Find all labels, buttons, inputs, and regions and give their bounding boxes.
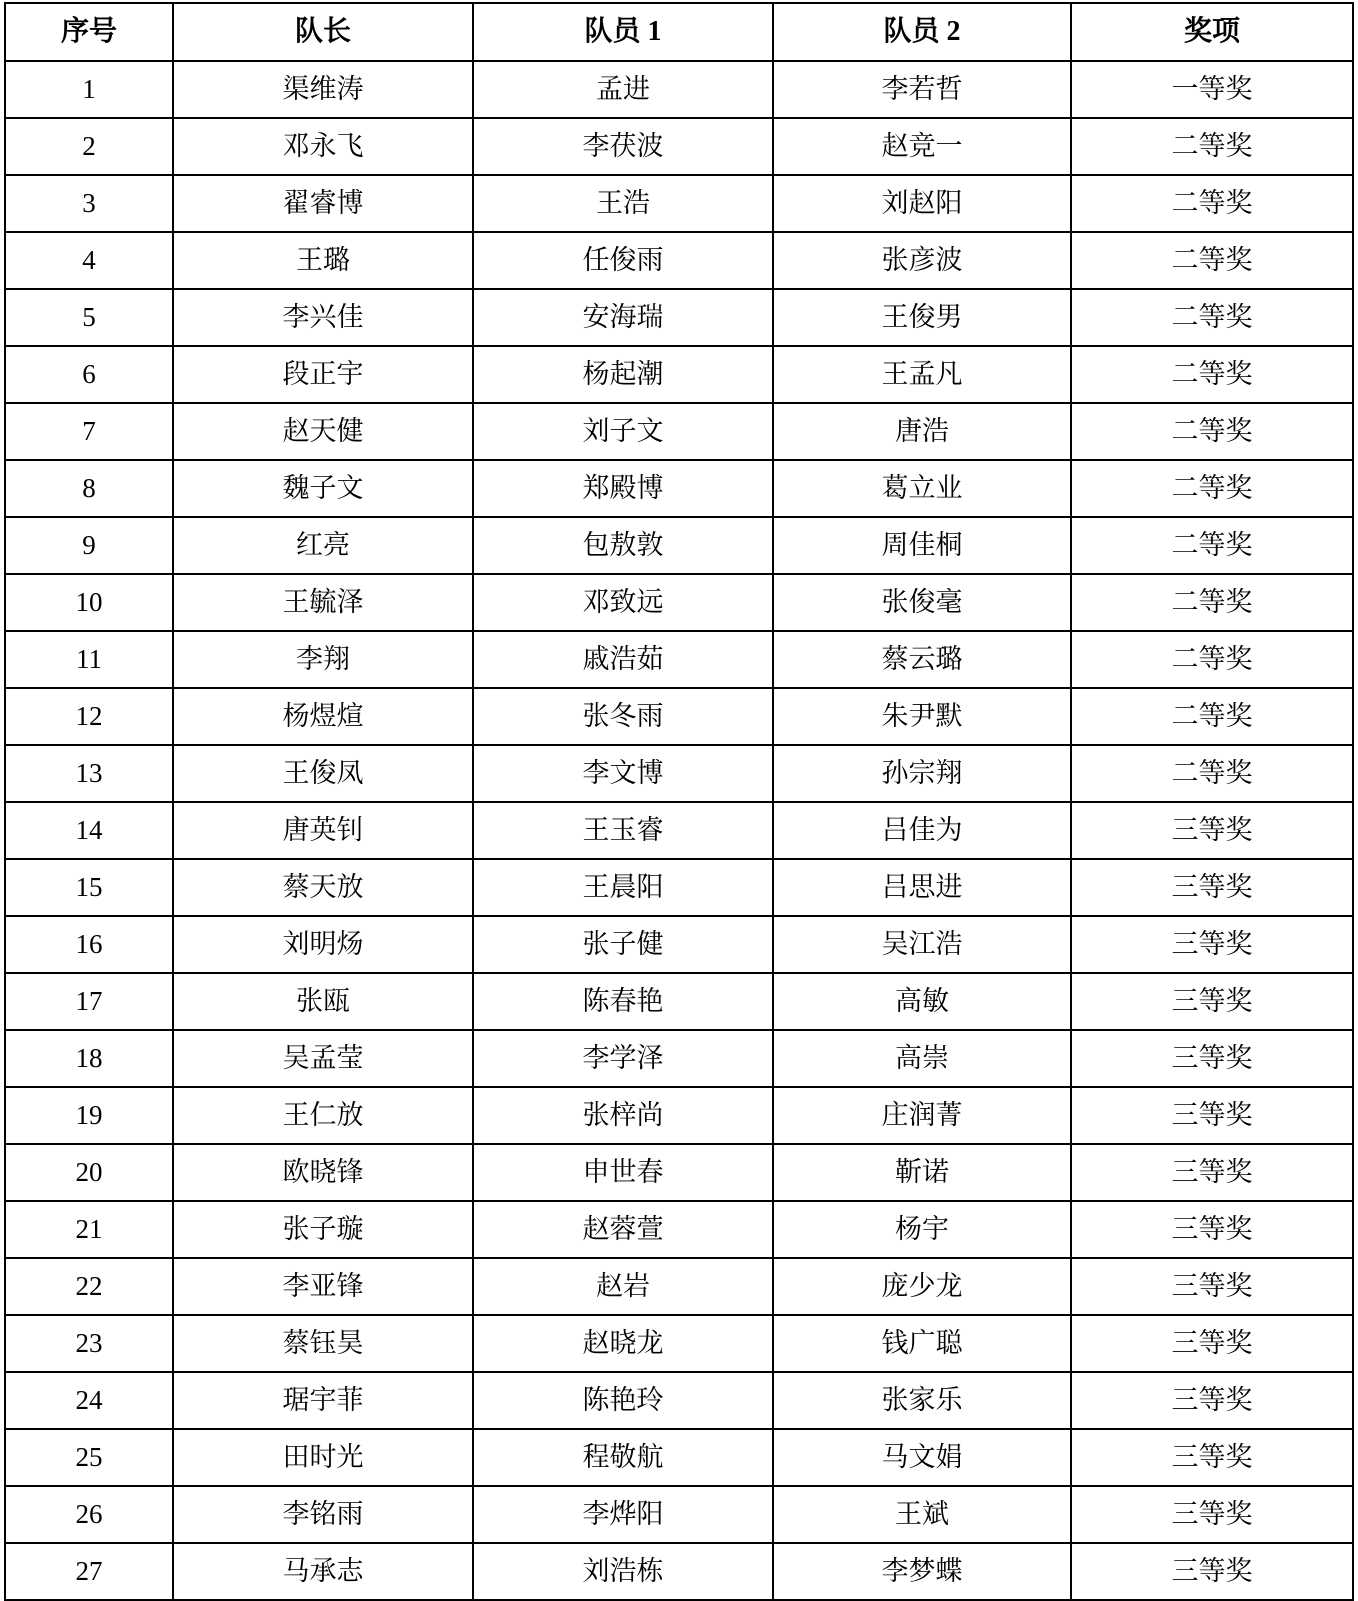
cell-member1: 陈艳玲 xyxy=(473,1372,773,1429)
cell-captain: 赵天健 xyxy=(173,403,473,460)
cell-award: 三等奖 xyxy=(1071,1543,1353,1600)
cell-index: 13 xyxy=(5,745,173,802)
table-row xyxy=(5,1543,1353,1600)
cell-member2: 王俊男 xyxy=(773,289,1071,346)
cell-member1: 邓致远 xyxy=(473,574,773,631)
cell-award: 三等奖 xyxy=(1071,1144,1353,1201)
column-header-member2: 队员 2 xyxy=(773,3,1071,61)
cell-award: 一等奖 xyxy=(1071,61,1353,118)
table-row xyxy=(5,61,1353,118)
cell-index: 24 xyxy=(5,1372,173,1429)
cell-award: 三等奖 xyxy=(1071,859,1353,916)
cell-index: 17 xyxy=(5,973,173,1030)
cell-member1: 赵晓龙 xyxy=(473,1315,773,1372)
cell-index: 7 xyxy=(5,403,173,460)
table-row xyxy=(5,802,1353,859)
cell-award: 三等奖 xyxy=(1071,1429,1353,1486)
cell-index: 1 xyxy=(5,61,173,118)
cell-index: 23 xyxy=(5,1315,173,1372)
award-list-page xyxy=(0,2,1358,1601)
cell-index: 16 xyxy=(5,916,173,973)
cell-captain: 吴孟莹 xyxy=(173,1030,473,1087)
cell-member2: 朱尹默 xyxy=(773,688,1071,745)
column-header-captain: 队长 xyxy=(173,3,473,61)
cell-award: 三等奖 xyxy=(1071,1201,1353,1258)
cell-member1: 张子健 xyxy=(473,916,773,973)
cell-member1: 李茯波 xyxy=(473,118,773,175)
table-row xyxy=(5,745,1353,802)
table-row xyxy=(5,574,1353,631)
cell-member2: 王斌 xyxy=(773,1486,1071,1543)
cell-member2: 周佳桐 xyxy=(773,517,1071,574)
cell-member1: 陈春艳 xyxy=(473,973,773,1030)
cell-captain: 李铭雨 xyxy=(173,1486,473,1543)
table-body xyxy=(5,61,1353,1600)
table-row xyxy=(5,1201,1353,1258)
cell-member2: 李若哲 xyxy=(773,61,1071,118)
cell-member2: 张家乐 xyxy=(773,1372,1071,1429)
cell-index: 4 xyxy=(5,232,173,289)
cell-member1: 孟进 xyxy=(473,61,773,118)
table-row xyxy=(5,403,1353,460)
table-row xyxy=(5,1429,1353,1486)
table-row xyxy=(5,1258,1353,1315)
cell-captain: 李兴佳 xyxy=(173,289,473,346)
award-table xyxy=(4,2,1354,1601)
table-row xyxy=(5,232,1353,289)
cell-member2: 吴江浩 xyxy=(773,916,1071,973)
cell-index: 22 xyxy=(5,1258,173,1315)
cell-member1: 杨起潮 xyxy=(473,346,773,403)
cell-member2: 葛立业 xyxy=(773,460,1071,517)
table-row xyxy=(5,916,1353,973)
table-row xyxy=(5,175,1353,232)
table-row xyxy=(5,973,1353,1030)
table-row xyxy=(5,631,1353,688)
cell-member2: 李梦蝶 xyxy=(773,1543,1071,1600)
cell-index: 5 xyxy=(5,289,173,346)
cell-member1: 包敖敦 xyxy=(473,517,773,574)
cell-captain: 王璐 xyxy=(173,232,473,289)
cell-captain: 马承志 xyxy=(173,1543,473,1600)
cell-member2: 高敏 xyxy=(773,973,1071,1030)
table-row xyxy=(5,1486,1353,1543)
cell-member2: 杨宇 xyxy=(773,1201,1071,1258)
cell-member2: 靳诺 xyxy=(773,1144,1071,1201)
cell-member1: 刘子文 xyxy=(473,403,773,460)
cell-captain: 魏子文 xyxy=(173,460,473,517)
cell-award: 二等奖 xyxy=(1071,232,1353,289)
cell-award: 二等奖 xyxy=(1071,460,1353,517)
cell-captain: 邓永飞 xyxy=(173,118,473,175)
cell-award: 二等奖 xyxy=(1071,403,1353,460)
cell-captain: 琚宇菲 xyxy=(173,1372,473,1429)
cell-member1: 赵岩 xyxy=(473,1258,773,1315)
cell-award: 二等奖 xyxy=(1071,289,1353,346)
cell-award: 三等奖 xyxy=(1071,1372,1353,1429)
table-row xyxy=(5,346,1353,403)
cell-member1: 王晨阳 xyxy=(473,859,773,916)
cell-captain: 王毓泽 xyxy=(173,574,473,631)
cell-captain: 杨煜煊 xyxy=(173,688,473,745)
cell-captain: 红亮 xyxy=(173,517,473,574)
cell-member1: 李烨阳 xyxy=(473,1486,773,1543)
cell-member2: 刘赵阳 xyxy=(773,175,1071,232)
column-header-index: 序号 xyxy=(5,3,173,61)
cell-member2: 唐浩 xyxy=(773,403,1071,460)
cell-index: 27 xyxy=(5,1543,173,1600)
cell-member1: 赵蓉萱 xyxy=(473,1201,773,1258)
cell-member1: 安海瑞 xyxy=(473,289,773,346)
cell-captain: 刘明炀 xyxy=(173,916,473,973)
cell-award: 二等奖 xyxy=(1071,745,1353,802)
cell-captain: 唐英钊 xyxy=(173,802,473,859)
table-header xyxy=(5,3,1353,61)
cell-index: 6 xyxy=(5,346,173,403)
cell-index: 15 xyxy=(5,859,173,916)
cell-captain: 李亚锋 xyxy=(173,1258,473,1315)
cell-award: 三等奖 xyxy=(1071,1087,1353,1144)
cell-index: 12 xyxy=(5,688,173,745)
cell-index: 9 xyxy=(5,517,173,574)
cell-award: 三等奖 xyxy=(1071,1315,1353,1372)
cell-award: 三等奖 xyxy=(1071,1258,1353,1315)
cell-index: 11 xyxy=(5,631,173,688)
cell-award: 三等奖 xyxy=(1071,1030,1353,1087)
cell-award: 二等奖 xyxy=(1071,118,1353,175)
cell-index: 19 xyxy=(5,1087,173,1144)
cell-captain: 蔡天放 xyxy=(173,859,473,916)
column-header-member1: 队员 1 xyxy=(473,3,773,61)
cell-index: 2 xyxy=(5,118,173,175)
table-row xyxy=(5,1144,1353,1201)
table-row xyxy=(5,859,1353,916)
cell-member1: 李文博 xyxy=(473,745,773,802)
cell-index: 21 xyxy=(5,1201,173,1258)
cell-member2: 马文娟 xyxy=(773,1429,1071,1486)
cell-captain: 张子璇 xyxy=(173,1201,473,1258)
cell-member2: 王孟凡 xyxy=(773,346,1071,403)
cell-member2: 钱广聪 xyxy=(773,1315,1071,1372)
cell-award: 二等奖 xyxy=(1071,631,1353,688)
cell-captain: 田时光 xyxy=(173,1429,473,1486)
cell-member2: 高崇 xyxy=(773,1030,1071,1087)
table-row xyxy=(5,688,1353,745)
column-header-award: 奖项 xyxy=(1071,3,1353,61)
cell-index: 3 xyxy=(5,175,173,232)
cell-index: 25 xyxy=(5,1429,173,1486)
cell-award: 三等奖 xyxy=(1071,802,1353,859)
table-row xyxy=(5,1372,1353,1429)
table-row xyxy=(5,1315,1353,1372)
cell-award: 三等奖 xyxy=(1071,973,1353,1030)
cell-member2: 庄润菁 xyxy=(773,1087,1071,1144)
cell-captain: 王仁放 xyxy=(173,1087,473,1144)
cell-award: 三等奖 xyxy=(1071,1486,1353,1543)
cell-member1: 刘浩栋 xyxy=(473,1543,773,1600)
cell-member2: 吕思进 xyxy=(773,859,1071,916)
table-row xyxy=(5,118,1353,175)
cell-member1: 戚浩茹 xyxy=(473,631,773,688)
cell-index: 10 xyxy=(5,574,173,631)
cell-index: 18 xyxy=(5,1030,173,1087)
cell-member1: 王浩 xyxy=(473,175,773,232)
table-row xyxy=(5,1087,1353,1144)
table-row xyxy=(5,1030,1353,1087)
cell-member2: 孙宗翔 xyxy=(773,745,1071,802)
table-row xyxy=(5,289,1353,346)
cell-member1: 王玉睿 xyxy=(473,802,773,859)
cell-member1: 郑殿博 xyxy=(473,460,773,517)
cell-captain: 蔡钰昊 xyxy=(173,1315,473,1372)
cell-index: 26 xyxy=(5,1486,173,1543)
cell-member2: 张俊毫 xyxy=(773,574,1071,631)
cell-index: 20 xyxy=(5,1144,173,1201)
cell-index: 8 xyxy=(5,460,173,517)
cell-member2: 庞少龙 xyxy=(773,1258,1071,1315)
cell-member1: 任俊雨 xyxy=(473,232,773,289)
cell-index: 14 xyxy=(5,802,173,859)
cell-award: 二等奖 xyxy=(1071,175,1353,232)
cell-captain: 翟睿博 xyxy=(173,175,473,232)
cell-captain: 张瓯 xyxy=(173,973,473,1030)
cell-member1: 申世春 xyxy=(473,1144,773,1201)
table-header-row xyxy=(5,3,1353,61)
cell-award: 三等奖 xyxy=(1071,916,1353,973)
cell-member1: 张梓尚 xyxy=(473,1087,773,1144)
cell-member2: 蔡云璐 xyxy=(773,631,1071,688)
table-row xyxy=(5,460,1353,517)
cell-captain: 段正宇 xyxy=(173,346,473,403)
cell-member2: 张彦波 xyxy=(773,232,1071,289)
cell-member1: 张冬雨 xyxy=(473,688,773,745)
cell-member1: 李学泽 xyxy=(473,1030,773,1087)
cell-award: 二等奖 xyxy=(1071,574,1353,631)
cell-member1: 程敬航 xyxy=(473,1429,773,1486)
cell-captain: 欧晓锋 xyxy=(173,1144,473,1201)
cell-member2: 赵竞一 xyxy=(773,118,1071,175)
cell-award: 二等奖 xyxy=(1071,688,1353,745)
cell-award: 二等奖 xyxy=(1071,346,1353,403)
table-row xyxy=(5,517,1353,574)
cell-award: 二等奖 xyxy=(1071,517,1353,574)
cell-member2: 吕佳为 xyxy=(773,802,1071,859)
cell-captain: 李翔 xyxy=(173,631,473,688)
cell-captain: 王俊凤 xyxy=(173,745,473,802)
cell-captain: 渠维涛 xyxy=(173,61,473,118)
